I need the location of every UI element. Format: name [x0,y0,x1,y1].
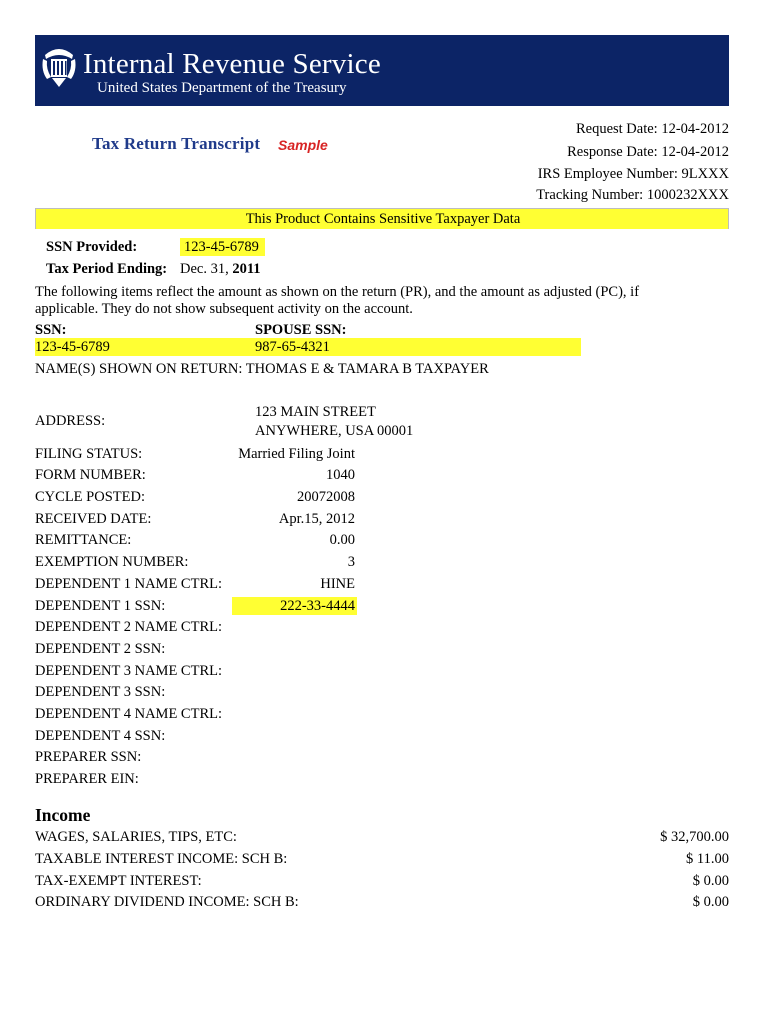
agency-name: Internal Revenue Service [83,48,381,80]
income-value: $ 0.00 [692,873,729,889]
request-date: Request Date: 12-04-2012 [575,121,729,137]
income-label: WAGES, SALARIES, TIPS, ETC: [35,829,237,845]
description-line-2: applicable. They do not show subsequent activity on the account. [35,301,413,317]
address-line-2: ANYWHERE, USA 00001 [255,423,414,439]
income-value: $ 0.00 [692,894,729,910]
field-label: DEPENDENT 1 NAME CTRL: [35,576,223,592]
field-value: 0.00 [329,532,355,548]
tax-period-value [180,260,261,278]
field-label: FORM NUMBER: [35,467,146,483]
tax-period-label: Tax Period Ending: [46,261,168,277]
irs-eagle-seal-icon [41,45,77,89]
names-on-return: NAME(S) SHOWN ON RETURN: THOMAS E & TAMARA B TAXPAYER [35,361,489,377]
sensitive-data-text: This Product Contains Sensitive Taxpayer Data [245,211,521,227]
address-line-1: 123 MAIN STREET [255,404,376,420]
field-value: 222-33-4444 [280,598,355,614]
field-label: DEPENDENT 4 NAME CTRL: [35,706,223,722]
spouse-ssn-value: 987-65-4321 [255,339,330,355]
tax-period-date: Dec. 31, [180,261,229,277]
field-label: RECEIVED DATE: [35,511,152,527]
field-label: DEPENDENT 3 NAME CTRL: [35,663,223,679]
ssn-label: SSN: [35,322,67,338]
field-label: DEPENDENT 3 SSN: [35,684,166,700]
field-value: 20072008 [297,489,355,505]
ssn-value: 123-45-6789 [35,339,110,355]
address-label: ADDRESS: [35,413,106,429]
field-value: HINE [320,576,355,592]
field-label: PREPARER EIN: [35,771,139,787]
field-value: 3 [347,554,355,570]
income-label: TAX-EXEMPT INTEREST: [35,873,202,889]
ssn-provided-value: 123-45-6789 [180,238,265,256]
spouse-ssn-label: SPOUSE SSN: [255,322,347,338]
tracking-number: Tracking Number: 1000232XXX [536,187,729,203]
description-line-1: The following items reflect the amount as shown on the return (PR), and the amount as adjusted (PC), if [35,284,640,300]
field-label: FILING STATUS: [35,446,143,462]
ssn-highlight-row [35,338,581,356]
income-heading: Income [35,805,91,825]
field-label: DEPENDENT 2 SSN: [35,641,166,657]
income-label: TAXABLE INTEREST INCOME: SCH B: [35,851,288,867]
department-name: United States Department of the Treasury [97,80,347,96]
field-value: Married Filing Joint [238,446,355,462]
employee-number: IRS Employee Number: 9LXXX [537,166,729,182]
header-banner [35,35,729,106]
income-label: ORDINARY DIVIDEND INCOME: SCH B: [35,894,299,910]
field-label: DEPENDENT 4 SSN: [35,728,166,744]
response-date: Response Date: 12-04-2012 [567,144,729,160]
sensitive-data-notice [35,208,729,229]
field-label: REMITTANCE: [35,532,132,548]
tax-period-year: 2011 [232,261,261,277]
document-title: Tax Return Transcript [92,134,261,153]
field-label: DEPENDENT 2 NAME CTRL: [35,619,223,635]
field-label: DEPENDENT 1 SSN: [35,598,166,614]
sample-badge: Sample [278,137,328,153]
income-value: $ 32,700.00 [660,829,729,845]
field-value: Apr.15, 2012 [278,511,355,527]
field-label: PREPARER SSN: [35,749,142,765]
field-value: 1040 [326,467,355,483]
field-label: CYCLE POSTED: [35,489,145,505]
field-label: EXEMPTION NUMBER: [35,554,189,570]
income-value: $ 11.00 [686,851,729,867]
ssn-provided-label: SSN Provided: [46,239,138,255]
